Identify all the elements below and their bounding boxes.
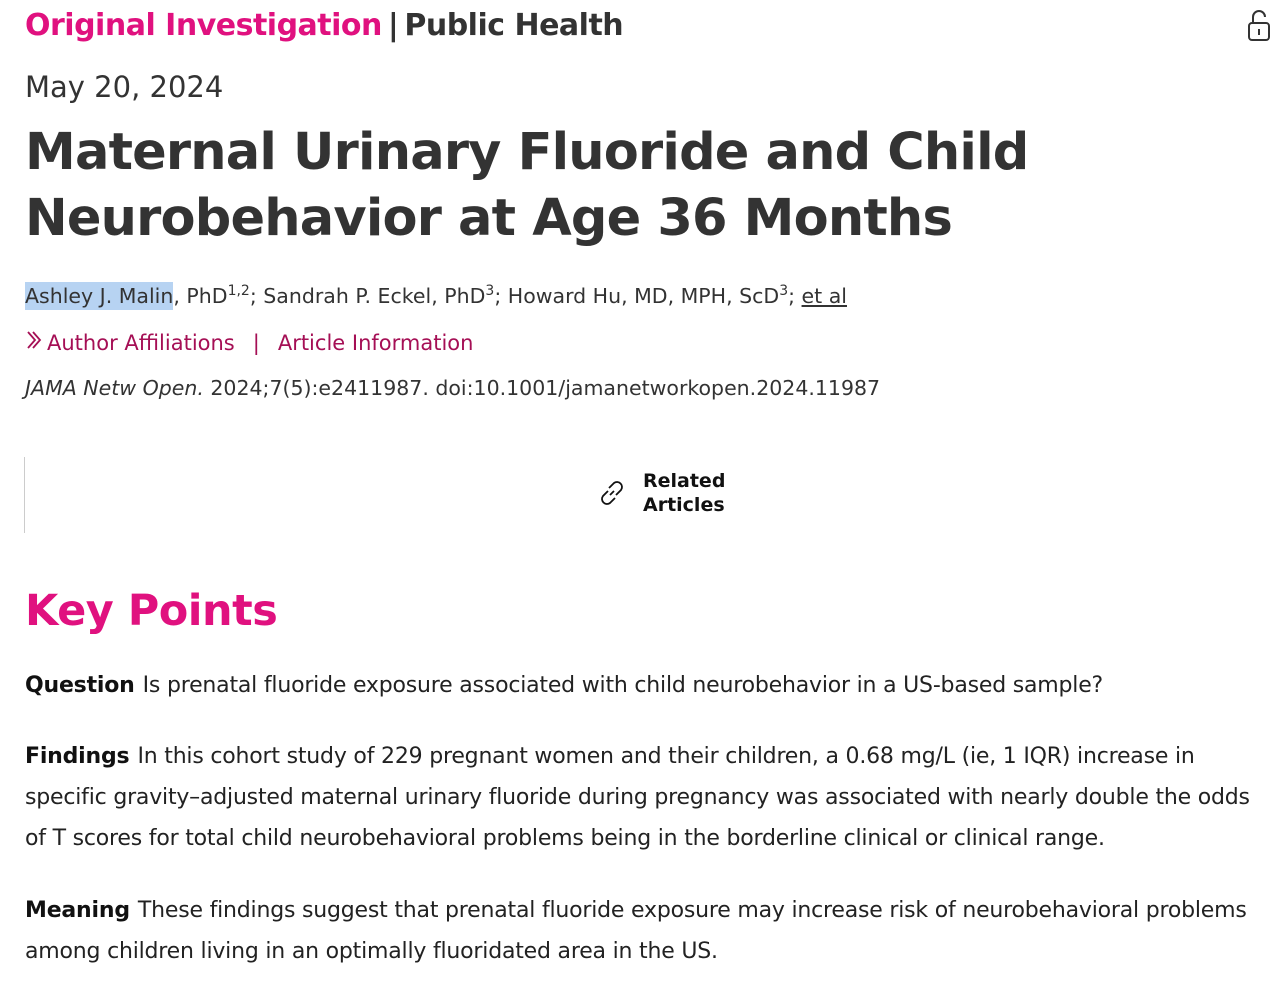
author-separator: ; <box>788 284 802 308</box>
meaning-label: Meaning <box>25 898 130 923</box>
author-degree: , PhD <box>431 284 486 308</box>
author-name[interactable]: Ashley J. Malin <box>25 284 174 308</box>
chevron-right-icon[interactable] <box>25 330 47 355</box>
journal-abbreviation: JAMA Netw Open. <box>25 376 204 400</box>
author-affiliation-number: 3 <box>779 283 789 299</box>
question-label: Question <box>25 673 135 698</box>
author-separator: ; <box>494 284 508 308</box>
related-articles-button[interactable] <box>593 469 726 517</box>
author-degree: , MD, MPH, ScD <box>621 284 780 308</box>
article-title: Maternal Urinary Fluoride and Child Neurobehavior at Age 36 Months <box>25 123 1029 248</box>
author-affiliation-number: 3 <box>485 283 495 299</box>
author-name[interactable]: Sandrah P. Eckel <box>263 284 432 308</box>
article-category <box>25 8 623 43</box>
author-name[interactable]: Howard Hu <box>507 284 622 308</box>
key-point-findings <box>25 736 1275 859</box>
links-separator: | <box>252 330 260 355</box>
et-al-link[interactable]: et al <box>801 284 847 308</box>
meaning-text: These findings suggest that prenatal fluoride exposure may increase risk of neurobehavioral problems among children living in an optimally fluoridated area in the US. <box>25 898 1247 964</box>
citation-details: 2024;7(5):e2411987. doi:10.1001/jamanetworkopen.2024.11987 <box>203 376 881 400</box>
key-point-meaning <box>25 890 1275 972</box>
findings-text: In this cohort study of 229 pregnant women and their children, a 0.68 mg/L (ie, 1 IQR) increase in specific gravity–adjusted maternal urinary fluoride during pregnancy was associated with nearly double the odds of T scores for total child neurobehavioral problems being in the borderline clinical or clinical range. <box>25 744 1250 851</box>
related-label-line2: Articles <box>643 494 725 516</box>
author-affiliations-link[interactable]: Author Affiliations <box>47 330 235 355</box>
related-articles-label <box>643 469 726 517</box>
question-text: Is prenatal fluoride exposure associated with child neurobehavior in a US-based sample? <box>142 673 1104 698</box>
publication-date: May 20, 2024 <box>25 70 224 104</box>
author-separator: ; <box>249 284 264 308</box>
unlock-icon[interactable] <box>1245 8 1273 44</box>
related-label-line1: Related <box>643 470 726 492</box>
article-meta-links <box>25 330 473 355</box>
topic-link[interactable]: Public Health <box>404 8 624 43</box>
key-points-heading: Key Points <box>25 586 278 636</box>
citation <box>25 376 880 400</box>
article-information-link[interactable]: Article Information <box>277 330 474 355</box>
author-list <box>25 278 847 314</box>
author-degree: , PhD <box>173 284 228 308</box>
author-affiliation-number: 1,2 <box>227 283 250 299</box>
key-point-question <box>25 665 1275 706</box>
link-icon <box>593 474 631 512</box>
findings-label: Findings <box>25 744 130 769</box>
category-separator: | <box>387 8 399 43</box>
related-articles-panel <box>24 457 1265 533</box>
article-type-link[interactable]: Original Investigation <box>25 8 382 43</box>
